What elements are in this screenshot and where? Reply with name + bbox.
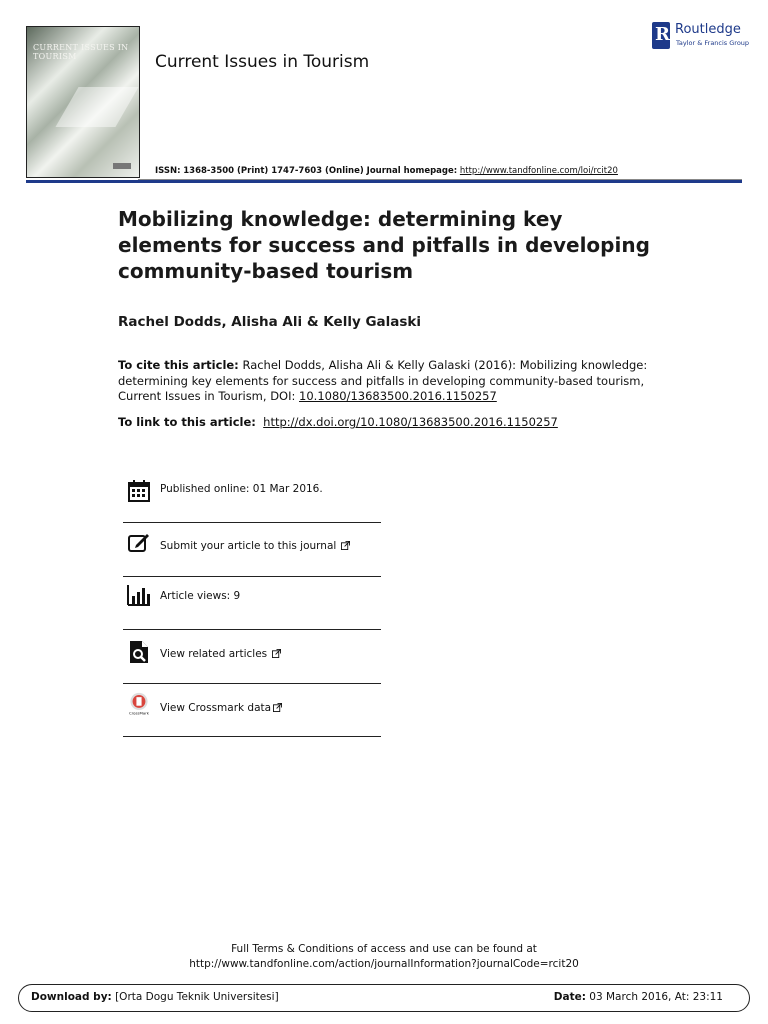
publisher-subtitle: Taylor & Francis Group: [676, 39, 750, 47]
crossmark-link[interactable]: [160, 702, 282, 714]
date-label: Date:: [553, 991, 586, 1003]
external-link-icon: [341, 541, 350, 550]
download-bar: [18, 984, 750, 1012]
calendar-icon: [127, 479, 151, 503]
citation: [118, 358, 678, 405]
routledge-icon: [652, 22, 670, 49]
submit-article-label: Submit your article to this journal: [160, 540, 337, 552]
date-value: 03 March 2016, At: 23:11: [589, 991, 723, 1003]
related-articles-label: View related articles: [160, 648, 268, 660]
article-link-line: [118, 415, 558, 429]
cite-text: Rachel Dodds, Alisha Ali & Kelly Galaski (2016): Mobilizing knowledge: determining key elements for success and pitfalls in developing community-based tourism, Current Issues in Tourism, DOI:: [118, 358, 648, 403]
submit-row[interactable]: [123, 523, 381, 577]
download-info: [31, 991, 279, 1003]
article-views: Article views: 9: [160, 590, 241, 602]
journal-cover: [26, 26, 140, 178]
terms-url[interactable]: http://www.tandfonline.com/action/journalInformation?journalCode=rcit20: [189, 958, 579, 970]
download-label: Download by:: [31, 991, 112, 1003]
external-link-icon: [273, 703, 282, 712]
issn-text: 1368-3500 (Print) 1747-7603 (Online) Journal homepage:: [183, 166, 458, 176]
article-authors: Rachel Dodds, Alisha Ali & Kelly Galaski: [118, 314, 422, 330]
issn-line: [155, 166, 618, 176]
terms-notice: [0, 942, 768, 972]
crossmark-icon: [127, 692, 151, 716]
related-row[interactable]: [123, 630, 381, 684]
published-date: Published online: 01 Mar 2016.: [160, 483, 323, 495]
views-row: [123, 577, 381, 630]
edit-icon: [127, 531, 151, 555]
submit-article-link[interactable]: [160, 540, 350, 552]
doi-link[interactable]: 10.1080/13683500.2016.1150257: [299, 389, 497, 403]
download-value: [Orta Dogu Teknik Universitesi]: [115, 991, 279, 1003]
publisher-name: Routledge: [675, 22, 741, 37]
related-articles-link[interactable]: [160, 648, 281, 660]
terms-line-1: Full Terms & Conditions of access and use can be found at: [231, 943, 537, 955]
cover-title: CURRENT ISSUES IN TOURISM: [33, 43, 129, 61]
header-rule: [26, 180, 742, 183]
published-row: [123, 470, 381, 523]
journal-homepage-link[interactable]: http://www.tandfonline.com/loi/rcit20: [459, 166, 618, 176]
document-search-icon: [127, 640, 151, 664]
crossmark-icon-caption: CrossMark: [128, 710, 150, 716]
cover-shard: [55, 87, 138, 127]
article-url-link[interactable]: http://dx.doi.org/10.1080/13683500.2016.1150257: [263, 415, 558, 429]
publisher-logo: [652, 22, 752, 50]
download-date: [554, 991, 723, 1003]
crossmark-row[interactable]: [123, 684, 381, 737]
issn-label: ISSN:: [155, 166, 181, 176]
link-label: To link to this article:: [118, 415, 256, 429]
bar-chart-icon: [127, 583, 151, 607]
cite-label: To cite this article:: [118, 358, 239, 372]
article-info-list: [123, 470, 381, 737]
cover-publisher-logo: [113, 163, 131, 169]
article-title: Mobilizing knowledge: determining key elements for success and pitfalls in developing community-based tourism: [118, 207, 650, 283]
external-link-icon: [272, 649, 281, 658]
crossmark-label: View Crossmark data: [160, 702, 272, 714]
journal-name: Current Issues in Tourism: [155, 52, 370, 72]
